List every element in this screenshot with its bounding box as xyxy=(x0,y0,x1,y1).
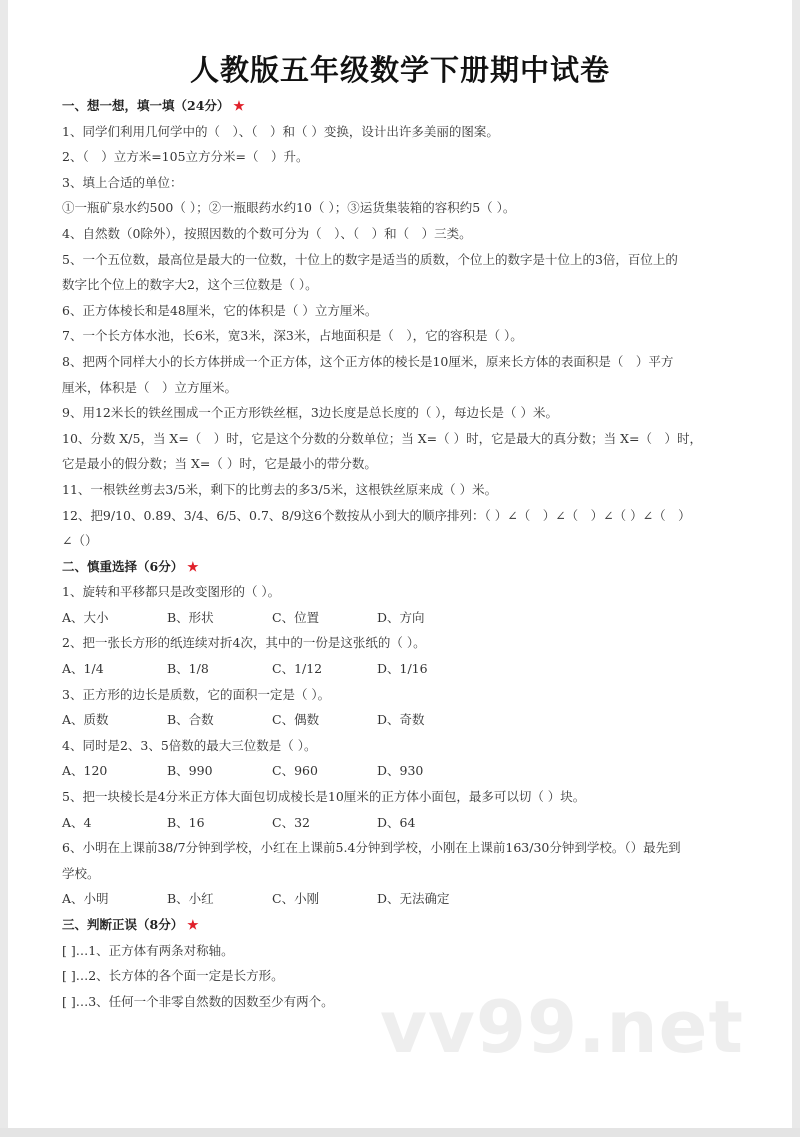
question-line xyxy=(62,170,762,196)
question-line xyxy=(62,784,762,810)
option-d: D、930 xyxy=(377,763,424,779)
answer-options xyxy=(62,605,762,631)
line-text: 二、慎重选择（6分） xyxy=(62,558,184,574)
option-a: A、质数 xyxy=(62,712,109,728)
question-line xyxy=(62,400,762,426)
option-d: D、无法确定 xyxy=(377,891,450,907)
question-line xyxy=(62,528,762,554)
question-line xyxy=(62,579,762,605)
option-a: A、小明 xyxy=(62,891,109,907)
star-icon: ★ xyxy=(187,558,199,574)
option-d: D、64 xyxy=(377,814,416,830)
exam-body xyxy=(62,93,762,1014)
question-line xyxy=(62,144,762,170)
option-b: B、形状 xyxy=(167,609,214,625)
option-a: A、120 xyxy=(62,763,108,779)
answer-options xyxy=(62,810,762,836)
question-line xyxy=(62,298,762,324)
option-c: C、960 xyxy=(272,763,318,779)
line-text: 它是最小的假分数；当 X=（ ）时，它是最小的带分数。 xyxy=(62,456,377,472)
line-text: 一、想一想，填一填（24分） xyxy=(62,98,230,113)
option-d: D、奇数 xyxy=(377,712,425,728)
line-text: 10、分数 X/5，当 X=（ ）时，它是这个分数的分数单位；当 X=（ ）时，它是最大的真分数；当 X=（ ）时， xyxy=(62,430,702,446)
question-line xyxy=(62,733,762,759)
option-a: A、1/4 xyxy=(62,661,104,677)
question-line xyxy=(62,938,762,964)
section-heading xyxy=(62,93,762,119)
option-c: C、32 xyxy=(272,814,310,830)
option-d: D、方向 xyxy=(377,609,425,625)
question-line xyxy=(62,451,762,477)
answer-options xyxy=(62,707,762,733)
question-line xyxy=(62,221,762,247)
option-a: A、4 xyxy=(62,814,92,830)
page-title: 人教版五年级数学下册期中试卷 xyxy=(189,53,610,87)
line-text: 2、（ ）立方米=105立方分米=（ ）升。 xyxy=(62,149,309,165)
line-text: ①一瓶矿泉水约500（ ）；②一瓶眼药水约10（ ）；③运货集装箱的容积约5（ ）。 xyxy=(62,200,516,216)
option-c: C、1/12 xyxy=(272,661,323,677)
line-text: 数字比个位上的数字大2，这个三位数是（ ）。 xyxy=(62,277,318,293)
line-text: [ ]…1、正方体有两条对称轴。 xyxy=(62,942,234,958)
option-a: A、大小 xyxy=(62,609,109,625)
option-b: B、1/8 xyxy=(167,661,209,677)
line-text: 7、一个长方体水池，长6米，宽3米，深3米，占地面积是（ ），它的容积是（ ）。 xyxy=(62,328,523,344)
line-text: 6、小明在上课前38/7分钟到学校，小红在上课前5.4分钟到学校，小刚在上课前163/30分钟到学校。（）最先到 xyxy=(62,840,681,856)
answer-options xyxy=(62,886,762,912)
line-text: 9、用12米长的铁丝围成一个正方形铁丝框，3边长度是总长度的（ ），每边长是（ ）米。 xyxy=(62,405,559,421)
option-c: C、位置 xyxy=(272,609,320,625)
star-icon: ★ xyxy=(187,917,199,932)
line-text: 5、把一块棱长是4分米正方体大面包切成棱长是10厘米的正方体小面包，最多可以切（ ）块。 xyxy=(62,789,586,805)
question-line xyxy=(62,119,762,145)
line-text: [ ]…2、长方体的各个面一定是长方形。 xyxy=(62,968,284,984)
line-text: 4、自然数（0除外），按照因数的个数可分为（ ）、（ ）和（ ）三类。 xyxy=(62,225,472,241)
question-line xyxy=(62,195,762,221)
line-text: 4、同时是2、3、5倍数的最大三位数是（ ）。 xyxy=(62,737,317,753)
line-text: 三、判断正误（8分） xyxy=(62,917,184,932)
option-b: B、990 xyxy=(167,763,213,779)
line-text: 1、旋转和平移都只是改变图形的（ ）。 xyxy=(62,584,281,600)
document-page xyxy=(8,0,792,1128)
question-line xyxy=(62,682,762,708)
line-text: 厘米，体积是（ ）立方厘米。 xyxy=(62,379,238,395)
option-c: C、偶数 xyxy=(272,712,320,728)
question-line xyxy=(62,477,762,503)
line-text: 8、把两个同样大小的长方体拼成一个正方体，这个正方体的棱长是10厘米，原来长方体的表面积是（ ）平方 xyxy=(62,353,674,369)
option-c: C、小刚 xyxy=(272,891,320,907)
line-text: ∠（） xyxy=(62,533,98,549)
line-text: 3、填上合适的单位： xyxy=(62,174,183,190)
line-text: 3、正方形的边长是质数，它的面积一定是（ ）。 xyxy=(62,686,331,702)
answer-options xyxy=(62,656,762,682)
question-line xyxy=(62,247,762,273)
page-bottom-gutter xyxy=(0,1128,800,1137)
star-icon: ★ xyxy=(233,98,245,113)
question-line xyxy=(62,503,762,529)
question-line xyxy=(62,375,762,401)
line-text: 12、把9/10、0.89、3/4、6/5、0.7、8/9这6个数按从小到大的顺序排列：（ ）∠（ ）∠（ ）∠（ ）∠（ ） xyxy=(62,507,691,523)
section-heading xyxy=(62,554,762,580)
line-text: 11、一根铁丝剪去3/5米，剩下的比剪去的多3/5米，这根铁丝原来成（ ）米。 xyxy=(62,481,498,497)
option-b: B、小红 xyxy=(167,891,214,907)
question-line xyxy=(62,861,762,887)
answer-options xyxy=(62,758,762,784)
line-text: 1、同学们利用几何学中的（ ）、（ ）和（ ）变换，设计出许多美丽的图案。 xyxy=(62,123,499,139)
watermark: vv99.net xyxy=(380,985,744,1069)
question-line xyxy=(62,630,762,656)
line-text: 学校。 xyxy=(62,865,100,881)
option-b: B、合数 xyxy=(167,712,214,728)
question-line xyxy=(62,426,762,452)
line-text: 2、把一张长方形的纸连续对折4次，其中的一份是这张纸的（ ）。 xyxy=(62,635,426,651)
question-line xyxy=(62,349,762,375)
question-line xyxy=(62,835,762,861)
question-line xyxy=(62,323,762,349)
section-heading xyxy=(62,912,762,938)
question-line xyxy=(62,272,762,298)
option-d: D、1/16 xyxy=(377,661,428,677)
line-text: 5、一个五位数，最高位是最大的一位数，十位上的数字是适当的质数，个位上的数字是十位上的3倍，百位上的 xyxy=(62,251,678,267)
option-b: B、16 xyxy=(167,814,205,830)
line-text: 6、正方体棱长和是48厘米，它的体积是（ ）立方厘米。 xyxy=(62,302,378,318)
line-text: [ ]…3、任何一个非零自然数的因数至少有两个。 xyxy=(62,993,334,1009)
